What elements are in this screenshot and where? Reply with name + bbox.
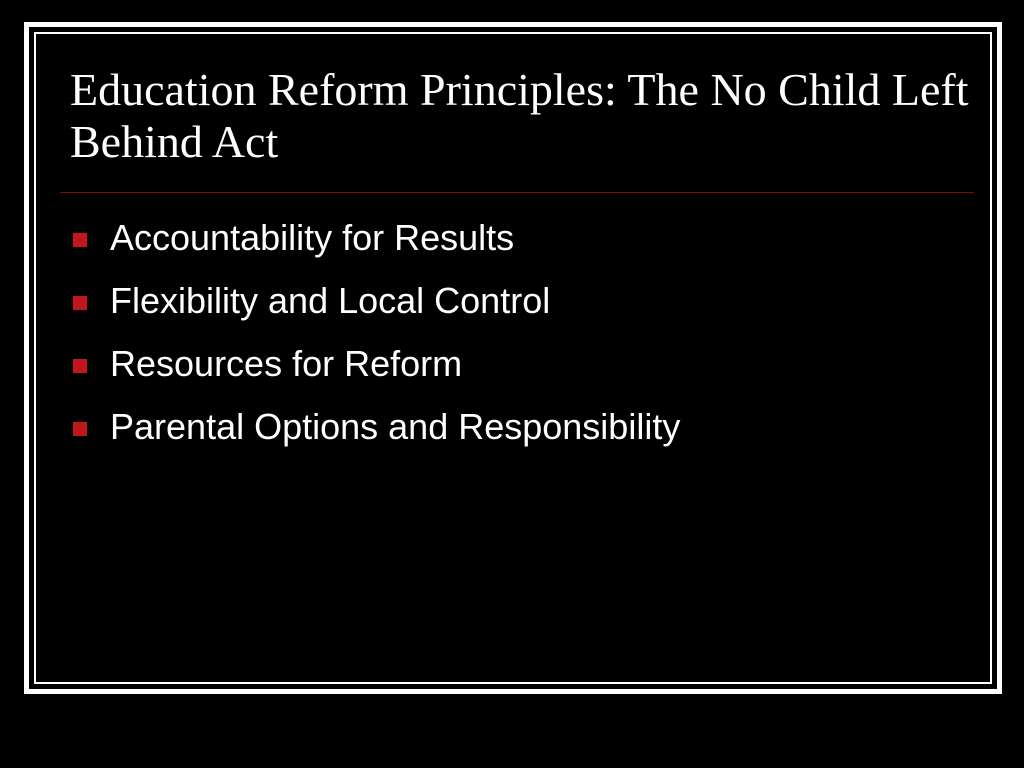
square-bullet-icon	[73, 422, 87, 436]
bullet-text: Accountability for Results	[110, 217, 515, 258]
bullet-item	[70, 405, 950, 468]
bullet-text: Resources for Reform	[110, 343, 463, 384]
bullet-item	[70, 216, 950, 279]
title-divider	[60, 192, 974, 193]
square-bullet-icon	[73, 233, 87, 247]
bullet-text: Flexibility and Local Control	[110, 280, 551, 321]
square-bullet-icon	[73, 359, 87, 373]
slide-title: Education Reform Principles: The No Child Left Behind Act	[70, 64, 969, 167]
square-bullet-icon	[73, 296, 87, 310]
bullet-list	[70, 216, 950, 468]
bullet-item	[70, 279, 950, 342]
bullet-item	[70, 342, 950, 405]
bullet-text: Parental Options and Responsibility	[110, 406, 681, 447]
